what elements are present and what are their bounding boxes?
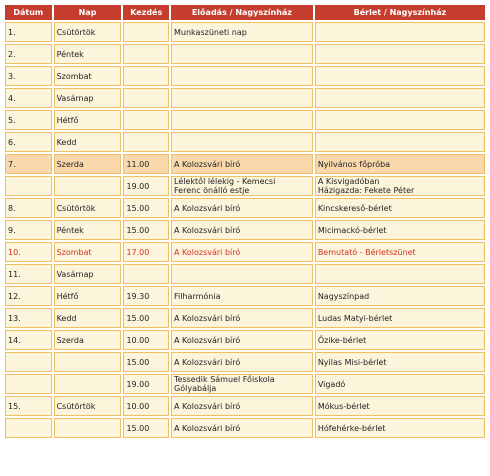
cell-show <box>171 374 313 394</box>
cell-pass <box>315 286 485 306</box>
cell-show <box>171 264 313 284</box>
cell-date: 2. <box>5 44 52 64</box>
cell-day: Vasárnap <box>54 88 122 108</box>
cell-show <box>171 308 313 328</box>
pass-line-1: Micimackó-bérlet <box>317 225 387 235</box>
cell-pass <box>315 44 485 64</box>
cell-day: Hétfő <box>54 286 122 306</box>
cell-pass <box>315 220 485 240</box>
cell-pass <box>315 198 485 218</box>
show-line-1: A Kolozsvári bíró <box>174 159 241 169</box>
schedule-table <box>3 3 487 440</box>
cell-pass <box>315 418 485 438</box>
cell-show <box>171 44 313 64</box>
cell-show <box>171 286 313 306</box>
show-line-1: A Kolozsvári bíró <box>174 335 241 345</box>
cell-day: Kedd <box>54 308 122 328</box>
show-line-1: A Kolozsvári bíró <box>174 247 241 257</box>
show-line-2: Gólyabálja <box>174 384 217 393</box>
show-line-2: Ferenc önálló estje <box>174 186 250 195</box>
cell-date: 9. <box>5 220 52 240</box>
cell-date: 3. <box>5 66 52 86</box>
show-line-1: A Kolozsvári bíró <box>174 401 241 411</box>
table-row <box>5 286 485 306</box>
cell-day: Szerda <box>54 330 122 350</box>
cell-pass <box>315 154 485 174</box>
cell-day: Csütörtök <box>54 22 122 42</box>
show-line-1: A Kolozsvári bíró <box>174 225 241 235</box>
pass-line-1: Mókus-bérlet <box>317 401 370 411</box>
cell-date <box>5 176 52 196</box>
table-row <box>5 264 485 284</box>
cell-date: 11. <box>5 264 52 284</box>
cell-start: 15.00 <box>123 220 169 240</box>
show-line-1: A Kolozsvári bíró <box>174 313 241 323</box>
header-pass: Bérlet / Nagyszínház <box>315 5 485 20</box>
cell-show <box>171 330 313 350</box>
cell-start <box>123 88 169 108</box>
cell-pass <box>315 110 485 130</box>
header-day: Nap <box>54 5 122 20</box>
table-row <box>5 396 485 416</box>
pass-line-1: Nyilas Misi-bérlet <box>317 357 387 367</box>
show-line-1: Lélektől lélekig - Kemecsi <box>174 177 276 186</box>
table-row <box>5 154 485 174</box>
cell-show <box>171 198 313 218</box>
cell-day <box>54 418 122 438</box>
cell-start: 19.30 <box>123 286 169 306</box>
cell-show <box>171 352 313 372</box>
cell-show <box>171 66 313 86</box>
table-row <box>5 374 485 394</box>
pass-line-1: Vigadó <box>317 379 346 389</box>
header-row <box>5 5 485 20</box>
schedule-body <box>5 22 485 438</box>
table-row <box>5 220 485 240</box>
cell-start: 10.00 <box>123 330 169 350</box>
cell-show <box>171 220 313 240</box>
show-line-1: A Kolozsvári bíró <box>174 423 241 433</box>
cell-start: 10.00 <box>123 396 169 416</box>
cell-pass <box>315 88 485 108</box>
cell-pass <box>315 330 485 350</box>
cell-start: 11.00 <box>123 154 169 174</box>
cell-pass <box>315 66 485 86</box>
show-line-1: Tessedik Sámuel Főiskola <box>174 375 275 384</box>
table-row <box>5 198 485 218</box>
cell-date: 14. <box>5 330 52 350</box>
cell-start <box>123 22 169 42</box>
cell-start <box>123 44 169 64</box>
table-row <box>5 352 485 372</box>
show-line-1: A Kolozsvári bíró <box>174 357 241 367</box>
cell-show <box>171 88 313 108</box>
cell-date: 1. <box>5 22 52 42</box>
table-row <box>5 66 485 86</box>
table-row <box>5 176 485 196</box>
table-row <box>5 88 485 108</box>
cell-day: Péntek <box>54 220 122 240</box>
cell-pass <box>315 242 485 262</box>
cell-start <box>123 110 169 130</box>
cell-show <box>171 132 313 152</box>
cell-day: Vasárnap <box>54 264 122 284</box>
cell-pass <box>315 374 485 394</box>
show-line-1: Filharmónia <box>174 291 221 301</box>
cell-pass <box>315 176 485 196</box>
cell-start: 19.00 <box>123 374 169 394</box>
show-line-1: Munkaszüneti nap <box>174 27 247 37</box>
cell-start: 15.00 <box>123 308 169 328</box>
cell-start: 15.00 <box>123 352 169 372</box>
cell-show <box>171 176 313 196</box>
pass-line-1: Kincskereső-bérlet <box>317 203 392 213</box>
cell-day <box>54 176 122 196</box>
cell-start: 19.00 <box>123 176 169 196</box>
cell-date: 13. <box>5 308 52 328</box>
cell-date: 5. <box>5 110 52 130</box>
cell-date: 15. <box>5 396 52 416</box>
table-row <box>5 44 485 64</box>
cell-pass <box>315 352 485 372</box>
table-row <box>5 308 485 328</box>
pass-line-1: Hófehérke-bérlet <box>317 423 386 433</box>
cell-date <box>5 418 52 438</box>
cell-start: 15.00 <box>123 198 169 218</box>
cell-day: Szombat <box>54 66 122 86</box>
cell-pass <box>315 264 485 284</box>
header-show: Előadás / Nagyszínház <box>171 5 313 20</box>
cell-date: 4. <box>5 88 52 108</box>
cell-day <box>54 352 122 372</box>
cell-start <box>123 66 169 86</box>
cell-show <box>171 242 313 262</box>
table-row <box>5 242 485 262</box>
cell-day: Csütörtök <box>54 396 122 416</box>
show-line-1: A Kolozsvári bíró <box>174 203 241 213</box>
cell-date <box>5 374 52 394</box>
cell-show <box>171 396 313 416</box>
table-row <box>5 22 485 42</box>
table-row <box>5 110 485 130</box>
cell-day: Kedd <box>54 132 122 152</box>
cell-pass <box>315 22 485 42</box>
cell-pass <box>315 396 485 416</box>
cell-day: Szerda <box>54 154 122 174</box>
cell-start: 17.00 <box>123 242 169 262</box>
cell-date: 8. <box>5 198 52 218</box>
pass-line-1: Nagyszínpad <box>317 291 370 301</box>
pass-line-1: Őzike-bérlet <box>317 335 367 345</box>
cell-show <box>171 110 313 130</box>
cell-date: 6. <box>5 132 52 152</box>
cell-date: 7. <box>5 154 52 174</box>
cell-start <box>123 132 169 152</box>
header-date: Dátum <box>5 5 52 20</box>
cell-start: 15.00 <box>123 418 169 438</box>
cell-day: Szombat <box>54 242 122 262</box>
cell-show <box>171 154 313 174</box>
pass-line-1: Ludas Matyi-bérlet <box>317 313 393 323</box>
cell-pass <box>315 308 485 328</box>
pass-line-1: A Kisvigadóban <box>317 177 380 186</box>
cell-date: 10. <box>5 242 52 262</box>
table-row <box>5 132 485 152</box>
table-row <box>5 418 485 438</box>
cell-pass <box>315 132 485 152</box>
cell-date <box>5 352 52 372</box>
table-row <box>5 330 485 350</box>
header-start: Kezdés <box>123 5 169 20</box>
cell-show <box>171 22 313 42</box>
cell-date: 12. <box>5 286 52 306</box>
cell-day: Csütörtök <box>54 198 122 218</box>
cell-day: Péntek <box>54 44 122 64</box>
cell-start <box>123 264 169 284</box>
cell-show <box>171 418 313 438</box>
pass-line-2: Házigazda: Fekete Péter <box>317 186 415 195</box>
cell-day: Hétfő <box>54 110 122 130</box>
cell-day <box>54 374 122 394</box>
pass-line-1: Nyilvános főpróba <box>317 159 391 169</box>
pass-line-1: Bemutató - Bérletszünet <box>317 247 416 257</box>
